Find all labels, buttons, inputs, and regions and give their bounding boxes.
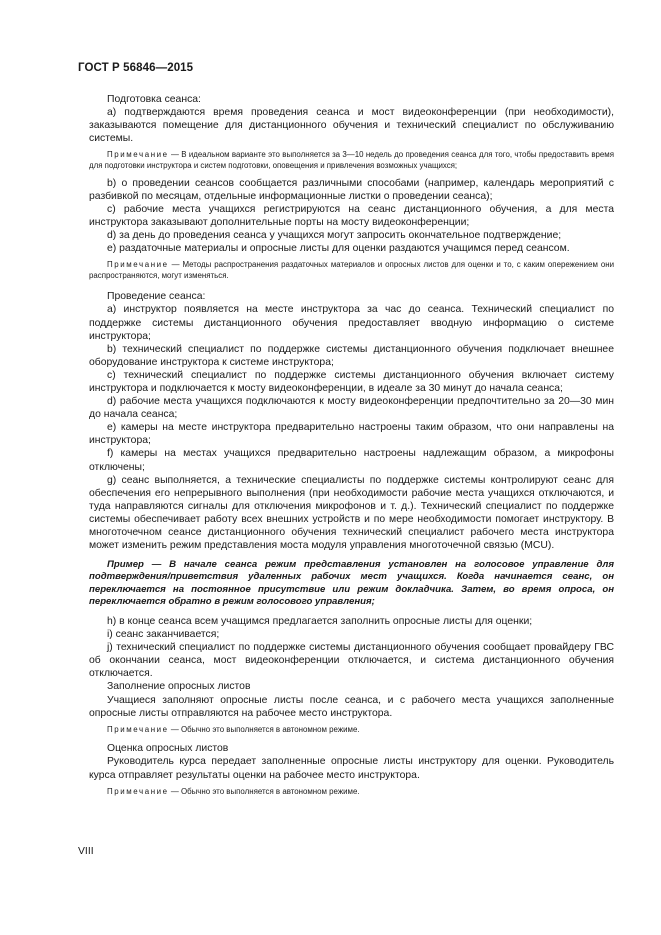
conduct-item-i: i) сеанс заканчивается; — [107, 629, 220, 641]
note — [89, 150, 614, 171]
note-text: — В идеальном варианте это выполняется за 3—10 недель до проведения сеанса для того, чтобы предоставить время для подготовки инструктора и систем подготовки, оповещения и привлечения возможных учащихся; — [89, 150, 614, 170]
conduct-item-g: g) сеанс выполняется, а технические специалисты по поддержке системы контролируют сеанс для обеспечения его непрерывного выполнения (при необходимости рабочие места учащихся отключаются, и туда направляются сигналы для отключения микрофонов и т. д.). Технический специалист по поддержке системы обеспечивает работу всех внешних устройств и по мере необходимости помогает инструктору. В многоточечном сеансе дистанционного обучения технический специалист рабочего места инструктора может изменить режим представления моста модуля управления многоточечной связью (MCU). — [89, 474, 614, 552]
conduct-item-c: с) технический специалист по поддержке системы дистанционного обучения включает систему инструктора и подключается к мосту видеоконференции, в идеале за 30 минут до начала сеанса; — [89, 369, 614, 394]
section-heading-preparation: Подготовка сеанса: — [107, 94, 201, 105]
eval-text: Руководитель курса передает заполненные опросные листы инструктору для оценки. Руководитель курса отправляет результаты оценки на рабочее место инструктора. — [89, 756, 614, 781]
prep-item-c: с) рабочие места учащихся регистрируются на сеанс дистанционного обучения, а для места инструктора заказывают дополнительные порты на мосту видеоконференции; — [89, 203, 614, 228]
conduct-item-e: е) камеры на месте инструктора предварительно настроены таким образом, что они направлены на инструктора; — [89, 422, 614, 447]
document-body — [89, 93, 614, 797]
conduct-item-d: d) рабочие места учащихся подключаются к мосту видеоконференции предпочтительно за 20—30 мин до начала сеанса; — [89, 396, 614, 421]
note — [89, 787, 614, 798]
prep-item-d: d) за день до проведения сеанса у учащихся могут запросить окончательное подтверждение; — [107, 229, 562, 241]
note-label: Примечание — [107, 260, 169, 270]
prep-item-a: а) подтверждаются время проведения сеанса и мост видеоконференции (при необходимости), заказываются помещение для дистанционного обучения и технический специалист по обслуживанию системы. — [89, 107, 614, 145]
note-text: — Обычно это выполняется в автономном режиме. — [168, 786, 360, 796]
note — [89, 725, 614, 736]
note-text: — Обычно это выполняется в автономном режиме. — [168, 724, 360, 734]
prep-item-e: е) раздаточные материалы и опросные листы для оценки раздаются учащимся перед сеансом. — [107, 243, 570, 255]
example-paragraph: Пример — В начале сеанса режим представления установлен на голосовое управление для подтверждения/приветствия удаленных рабочих мест учащихся. Когда начинается сеанс, он переключается на постоянное присутствие или режим докладчика. Затем, во время опроса, он переключается обратно в режим голосового управления; — [89, 559, 614, 607]
section-heading-eval: Оценка опросных листов — [107, 743, 229, 755]
conduct-item-h: h) в конце сеанса всем учащимся предлагается заполнить опросные листы для оценки; — [107, 616, 533, 627]
note-label: Примечание — [107, 786, 169, 796]
page-number: VIII — [78, 846, 94, 857]
note — [89, 260, 614, 281]
conduct-item-j: j) технический специалист по поддержке системы дистанционного обучения сообщает провайдеру ГВС об окончании сеанса, мост видеоконференции отключается, и система дистанционного обучения отключается. — [89, 642, 614, 680]
note-label: Примечание — [107, 150, 169, 160]
standard-header: ГОСТ Р 56846—2015 — [78, 62, 194, 74]
prep-item-b: b) о проведении сеансов сообщается различными способами (например, календарь мероприятий с разбивкой по месяцам, отдельные информационные листки о проведении сеанса); — [89, 177, 614, 202]
section-heading-conduct: Проведение сеанса: — [107, 291, 206, 303]
fill-text: Учащиеся заполняют опросные листы после сеанса, и с рабочего места учащихся заполненные опросные листы отправляются на рабочее место инструктора. — [89, 694, 614, 719]
note-label: Примечание — [107, 724, 169, 734]
conduct-item-b: b) технический специалист по поддержке системы дистанционного обучения подключает внешнее оборудование инструктора к системе инструктора; — [89, 343, 614, 368]
conduct-item-a: а) инструктор появляется на месте инструктора за час до сеанса. Технический специалист по поддержке системы дистанционного обучения предоставляет вводную информацию о системе инструктора; — [89, 304, 614, 342]
conduct-item-f: f) камеры на местах учащихся предварительно настроены надлежащим образом, а микрофоны отключены; — [89, 448, 614, 473]
section-heading-fill: Заполнение опросных листов — [107, 681, 251, 693]
note-text: — Методы распространения раздаточных материалов и опросных листов для оценки и то, с каким опережением они распространяются, могут изменяться. — [89, 260, 614, 280]
